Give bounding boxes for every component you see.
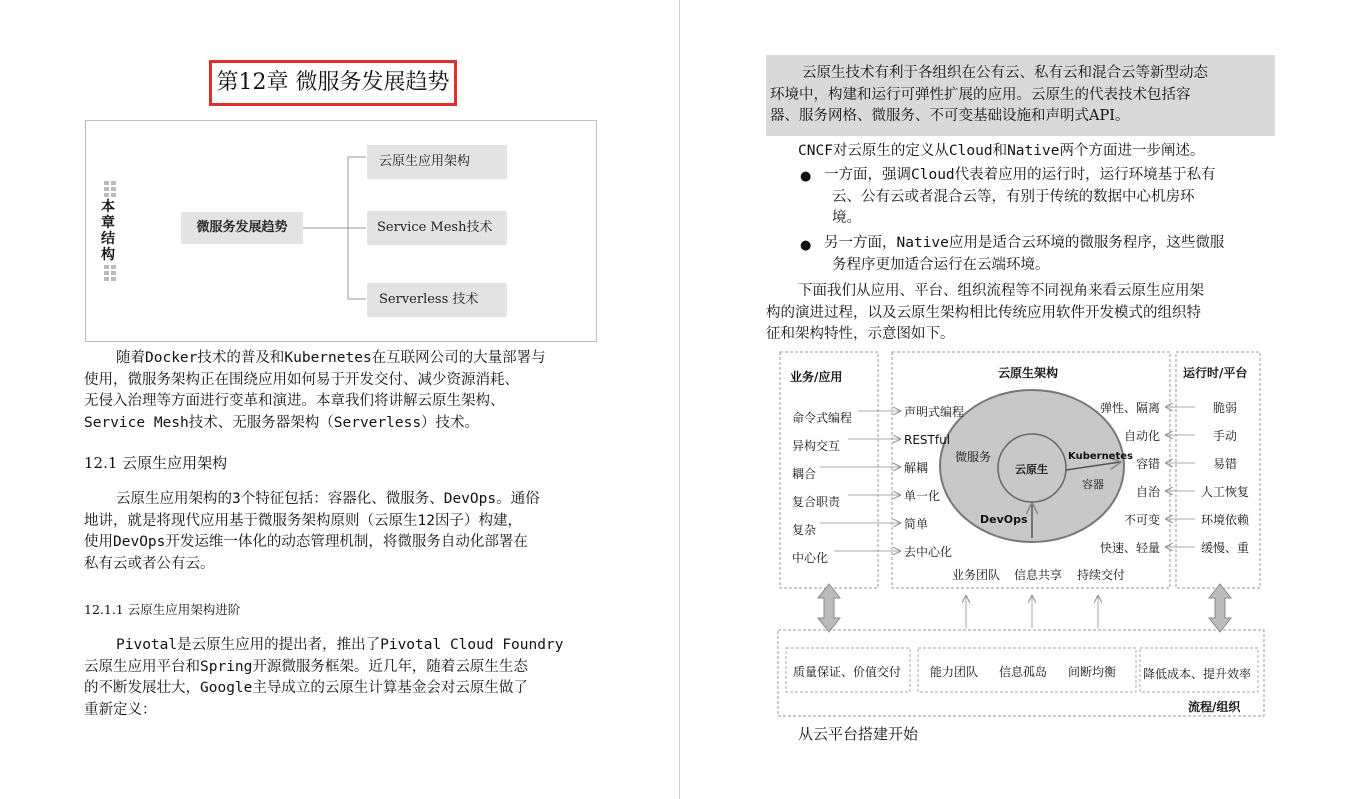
double-arrow-right <box>1209 584 1231 632</box>
diagram-mid-left-item: 单一化 <box>904 489 941 503</box>
bullet1-line: 云、公有云或者混合云等，有别于传统的数据中心机房环 <box>832 188 1195 205</box>
diagram-left-item: 异构交互 <box>792 439 841 453</box>
highlight-line: 云原生技术有利于各组织在公有云、私有云和混合云等新型动态 <box>802 65 1208 81</box>
diagram-left-item: 耦合 <box>792 467 817 481</box>
structure-branch-serverless: Serverless 技术 <box>367 283 507 317</box>
chapter-title: 第12章 微服务发展趋势 <box>209 60 457 106</box>
structure-branch-service-mesh: Service Mesh技术 <box>367 211 507 245</box>
highlight-line: 器、服务网格、微服务、不可变基础设施和声明式API。 <box>770 108 1130 124</box>
diagram-left-items <box>792 404 852 572</box>
diagram-mid-left-item: 声明式编程 <box>904 405 965 419</box>
sec2-line: 云原生应用平台和Spring开源微服务框架。近几年，随着云原生生态 <box>84 658 528 675</box>
diagram-mid-left-item: 简单 <box>904 517 929 531</box>
bullet-2-text <box>824 233 1224 276</box>
diagram-label-core: 云原生 <box>1015 463 1048 476</box>
bullet-2-dot: ● <box>800 238 812 253</box>
diagram-mid-right-item: 自动化 <box>1123 429 1160 443</box>
structure-center-node: 微服务发展趋势 <box>181 212 303 244</box>
sec1-line: 地讲，就是将现代应用基于微服务架构原则（云原生12因子）构建， <box>84 512 522 529</box>
double-arrow-left <box>818 584 840 632</box>
diagram-bottom-item: 能力团队 <box>930 665 979 679</box>
sec2-line: 重新定义： <box>84 701 157 718</box>
diagram-mid-left-item: 去中心化 <box>904 545 953 559</box>
diagram-bottom-item: 间断均衡 <box>1068 665 1117 679</box>
outro-line: 下面我们从应用、平台、组织流程等不同视角来看云原生应用架 <box>798 283 1204 299</box>
intro-paragraph <box>84 348 604 434</box>
outro-line: 征和架构特性，示意图如下。 <box>766 326 955 342</box>
bullet2-line: 务程序更加适合运行在云端环境。 <box>832 256 1050 273</box>
page-divider <box>679 0 680 799</box>
sec2-line: 的不断发展壮大，Google主导成立的云原生计算基金会对云原生做了 <box>84 680 528 696</box>
diagram-left-item: 复合职责 <box>792 495 841 509</box>
highlight-line: 环境中，构建和运行可弹性扩展的应用。云原生的代表技术包括容 <box>770 86 1191 103</box>
bullet-1-dot: ● <box>800 169 812 184</box>
bullet-1-text <box>824 165 1216 230</box>
diagram-right-item: 易错 <box>1212 457 1237 471</box>
diagram-left-item: 命令式编程 <box>792 411 853 425</box>
diagram-label-kubernetes: Kubernetes <box>1068 451 1133 462</box>
diagram-mid-right-item: 不可变 <box>1123 513 1160 527</box>
diagram-bottom-item: 质量保证、价值交付 <box>793 665 902 679</box>
section-12-1-heading: 12.1 云原生应用架构 <box>84 454 228 472</box>
intro-line: Service Mesh技术、无服务器架构（Serverless）技术。 <box>84 414 480 431</box>
intro-line: 随着Docker技术的普及和Kubernetes在互联网公司的大量部署与 <box>116 350 546 366</box>
section-12-1-paragraph <box>84 489 604 575</box>
diagram-label-devops: DevOps <box>980 513 1028 526</box>
intro-line: 无侵入治理等方面进行变革和演进。本章我们将讲解云原生架构、 <box>84 393 505 409</box>
structure-branch-cloud-native: 云原生应用架构 <box>367 145 507 179</box>
diagram-col-mid-title: 云原生架构 <box>998 366 1059 380</box>
diagram-left-item: 中心化 <box>792 551 829 565</box>
diagram-bottom-title: 流程/组织 <box>1188 700 1241 714</box>
diagram-mid-right-item: 容错 <box>1135 457 1160 471</box>
sec1-line: 云原生应用架构的3个特征包括：容器化、微服务、DevOps。通俗 <box>116 491 540 507</box>
diagram-mid-right-item: 快速、轻量 <box>1099 541 1160 555</box>
diagram-left-item: 复杂 <box>792 523 817 537</box>
diagram-right-item: 手动 <box>1212 429 1237 443</box>
diagram-right-item: 环境依赖 <box>1200 513 1249 527</box>
diagram-right-item: 脆弱 <box>1212 401 1237 415</box>
bullet1-line: 一方面，强调Cloud代表着应用的运行时，运行环境基于私有 <box>824 167 1216 183</box>
diagram-mid-left-item: RESTful <box>904 433 951 447</box>
diagram-mid-left-items <box>904 398 964 566</box>
diagram-label-microservice: 微服务 <box>955 450 992 464</box>
structure-connectors <box>86 121 596 341</box>
diagram-right-item: 人工恢复 <box>1200 485 1249 499</box>
sec2-line: Pivotal是云原生应用的提出者，推出了Pivotal Cloud Foundry <box>116 637 564 653</box>
diagram-bottom-item: 信息孤岛 <box>999 665 1048 679</box>
diagram-caption: 从云平台搭建开始 <box>798 725 919 743</box>
diagram-right-items <box>1196 394 1254 562</box>
sec1-line: 使用DevOps开发运维一体化的动态管理机制，将微服务自动化部署在 <box>84 534 528 550</box>
sec1-line: 私有云或者公有云。 <box>84 555 215 572</box>
diagram-right-item: 缓慢、重 <box>1200 541 1249 555</box>
diagram-mid-right-item: 弹性、隔离 <box>1099 401 1160 415</box>
chapter-structure-box <box>85 120 597 342</box>
diagram-team-item: 信息共享 <box>1014 568 1063 582</box>
diagram-mid-left-item: 解耦 <box>904 461 929 475</box>
diagram-label-container: 容器 <box>1082 478 1104 491</box>
structure-side-label: 本章结构 <box>101 199 115 263</box>
section-12-1-1-paragraph <box>84 635 604 721</box>
diagram-team-item: 持续交付 <box>1077 568 1126 582</box>
diagram-mid-right-item: 自治 <box>1135 485 1160 499</box>
cncf-line: CNCF对云原生的定义从Cloud和Native两个方面进一步阐述。 <box>798 143 1205 159</box>
highlight-paragraph <box>770 63 1275 128</box>
diagram-col-right-title: 运行时/平台 <box>1183 366 1248 380</box>
intro-line: 使用，微服务架构正在围绕应用如何易于开发交付、减少资源消耗、 <box>84 371 519 388</box>
outro-line: 构的演进过程，以及云原生架构相比传统应用软件开发模式的组织特 <box>766 304 1201 321</box>
diagram-col-left-title: 业务/应用 <box>790 370 843 384</box>
outro-paragraph <box>766 281 1276 346</box>
section-12-1-1-heading: 12.1.1 云原生应用架构进阶 <box>84 602 241 617</box>
bullet2-line: 另一方面，Native应用是适合云环境的微服务程序，这些微服 <box>824 235 1225 251</box>
diagram-team-item: 业务团队 <box>952 568 1001 582</box>
bullet1-line: 境。 <box>832 210 861 226</box>
diagram-bottom-item: 降低成本、提升效率 <box>1143 667 1252 681</box>
